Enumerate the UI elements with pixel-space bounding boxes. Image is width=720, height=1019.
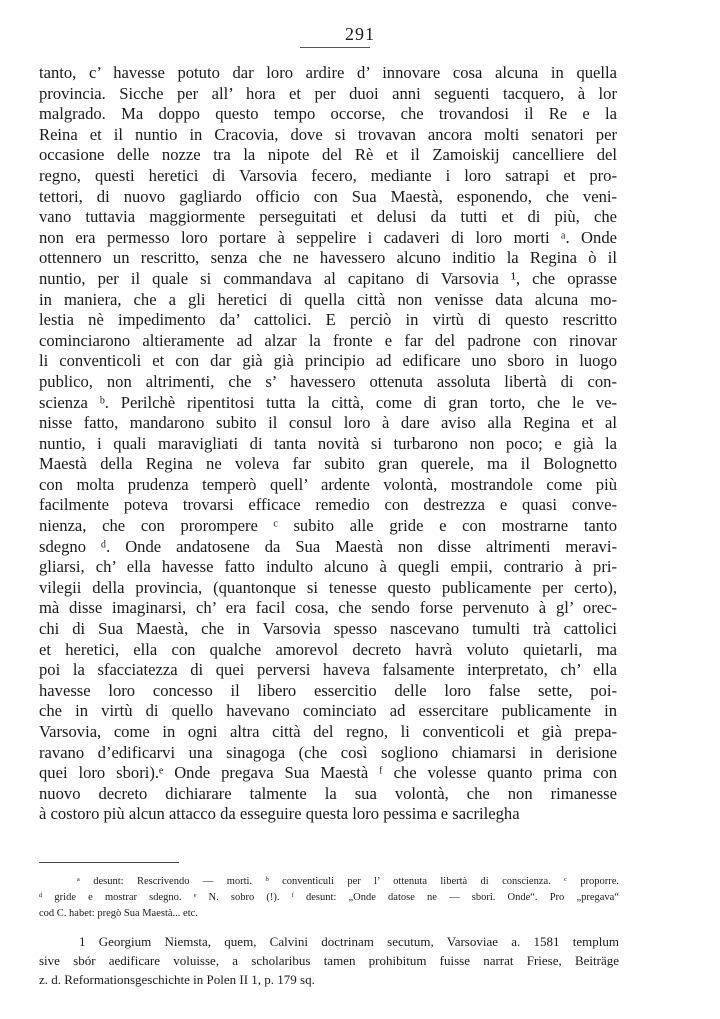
text-line: lestia nè impedimento da’ cattolici. E perciò in virtù di questo rescritto (39, 310, 617, 330)
text-line: con molta prudenza temperò quell’ ardente volontà, mostrandole come più (39, 474, 617, 494)
text-line: publico, non altrimenti, che s’ havessero ottenuta assoluta libertà di con- (39, 371, 617, 391)
page-number: 291 (345, 24, 375, 44)
text-line: Maestà della Regina ne voleva far subito gran querele, ma il Bolognetto (39, 454, 617, 474)
footnote-separator (39, 862, 179, 863)
footnote-line: 1 Georgium Niemsta, quem, Calvini doctrinam secutum, Varsoviae a. 1581 templum (79, 934, 619, 949)
text-line: Reina et il nuntio in Cracovia, dove si trovavan ancora molti senatori per (39, 124, 617, 144)
text-line: nuovo decreto dichiarare talmente la sua volontà, che non rimanesse (39, 783, 617, 803)
footnotes (39, 932, 619, 989)
footnote-line: sive sbór aedificare voluisse, a scholaribus tamen prohibitum fuisse narrat Friese, Beiträge (39, 953, 619, 968)
critical-apparatus (39, 874, 619, 922)
text-line: vano tuttavia maggiormente perseguitati et delusi da tutti et di più, che (39, 207, 617, 227)
text-line: havesse loro concesso il libero essercitio delle loro false sette, poi- (39, 680, 617, 700)
text-line: gliarsi, ch’ ella havesse fatto indulto alcuno à quegli empii, contrario à pri- (39, 557, 617, 577)
text-line: et heretici, ella con qualche amorevol decreto havrà voluto quietarli, ma (39, 639, 617, 659)
apparatus-line: ᵃ desunt: Rescrivendo — morti. ᵇ conventiculi per l’ ottenuta libertà di conscienza. ᶜ proporre. (77, 876, 619, 887)
page-number-rule (300, 47, 370, 48)
text-line: sdegno ᵈ. Onde andatosene da Sua Maestà non disse altrimenti meravi- (39, 536, 617, 556)
text-line: nuntio, per il quale si commandava al capitano di Varsovia ¹, che oprasse (39, 268, 617, 288)
text-line: tanto, c’ havesse potuto dar loro ardire d’ innovare cosa alcuna in quella (39, 63, 617, 82)
text-line: in maniera, che a gli heretici di quella città non venisse data alcuna mo- (39, 289, 617, 309)
text-line: provincia. Sicche per all’ hora et per duoi anni seguenti tacquero, à lor (39, 83, 617, 103)
text-line: quei loro sbori).ᵉ Onde pregava Sua Maestà ᶠ che volesse quanto prima con (39, 763, 617, 783)
text-line: regno, questi heretici di Varsovia fecero, mediante i loro satrapi et pro- (39, 165, 617, 185)
text-line: nisse fatto, mandarono subito il consul loro à dare aviso alla Regina et al (39, 413, 617, 433)
text-line: vilegii della provincia, (quantonque si tenesse questo publicamente per certo), (39, 577, 617, 597)
text-line: chi di Sua Maestà, che in Varsovia spesso nascevano tumulti trà cattolici (39, 619, 617, 639)
text-line: che in virtù di quello havevano cominciato ad essercitare publicamente in (39, 701, 617, 721)
text-line: tettori, di nuovo gagliardo officio con Sua Maestà, esponendo, che veni- (39, 186, 617, 206)
apparatus-line: ᵈ gride e mostrar sdegno. ᵉ N. sobro (!). ᶠ desunt: „Onde datose ne — sbori. Onde“. Pro „pregava“ (39, 892, 619, 903)
text-line: nuntio, i quali maravigliati di tanta novità si turbarono non poco; e già la (39, 433, 617, 453)
text-line: poi la sfacciatezza di quei perversi haveva falsamente interpretato, ch’ ella (39, 660, 617, 680)
text-line: malgrado. Ma doppo questo tempo occorse, che trovandosi il Re e la (39, 104, 617, 124)
main-text (39, 63, 617, 825)
text-line: non era permesso loro portare à seppelire i cadaveri di loro morti ᵃ. Onde (39, 227, 617, 247)
apparatus-line: cod C. habet: pregò Sua Maestà... etc. (39, 908, 198, 919)
text-line: cominciarono altieramente ad alzar la fronte e far del padrone con rinovar (39, 330, 617, 350)
text-line: scienza ᵇ. Perilchè ripentitosi tutta la città, come di gran torto, che le ve- (39, 392, 617, 412)
text-line: à costoro più alcun attacco da esseguire questa loro pessima e sacrilegha (39, 804, 520, 824)
text-line: facilmente poteva trovarsi efficace remedio con destrezza e quasi conve- (39, 495, 617, 515)
text-line: occasione delle nozze tra la nipote del Rè et il Zamoiskij cancelliere del (39, 145, 617, 165)
text-line: ottennero un rescritto, senza che ne havessero alcuno inditio la Regina ò il (39, 248, 617, 268)
text-line: ravano d’edificarvi una sinagoga (che così sogliono chiamarsi in derisione (39, 742, 617, 762)
text-line: Varsovia, come in ogni altra città del regno, li conventicoli et già prepa- (39, 722, 617, 741)
text-line: mà disse imaginarsi, ch’ era facil cosa, che sendo forse pervenuto à gl’ orec- (39, 598, 617, 618)
text-line: nienza, che con prorompere ᶜ subito alle gride e con mostrarne tanto (39, 516, 617, 536)
text-line: li conventicoli et con dar già già principio ad edificare uno sboro in luogo (39, 351, 617, 371)
footnote-line: z. d. Reformationsgeschichte in Polen II 1, p. 179 sq. (39, 972, 315, 987)
